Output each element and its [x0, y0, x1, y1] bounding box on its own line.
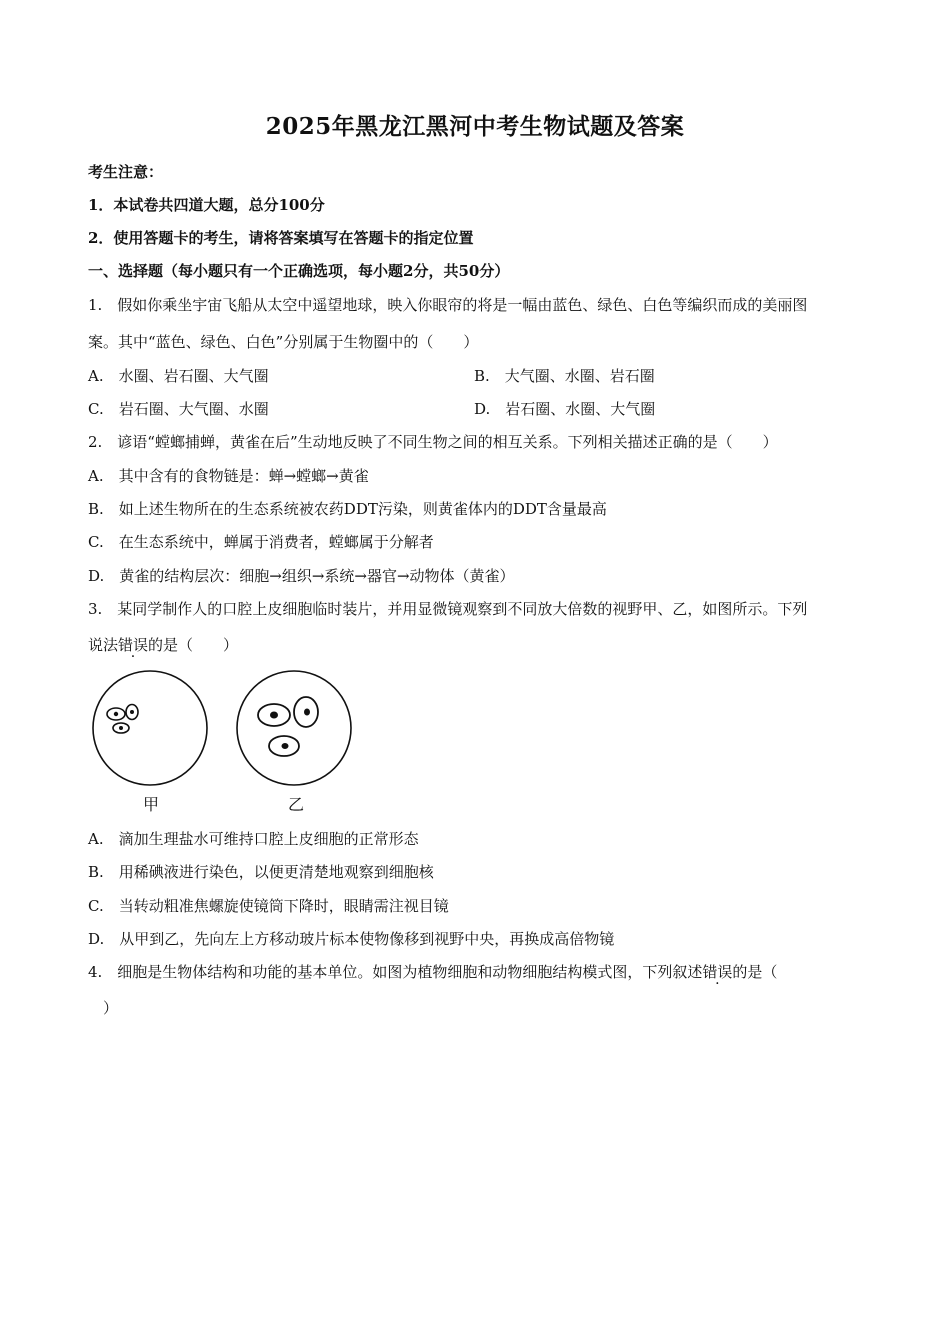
q4-stem-pre: 4. 细胞是生物体结构和功能的基本单位。如图为植物细胞和动物细胞结构模式图，下列叙述: [88, 963, 703, 981]
q3-option-c: C. 当转动粗准焦螺旋使镜筒下降时，眼睛需注视目镜: [88, 897, 449, 915]
q3-emphasis: 错误: [118, 636, 149, 654]
view-yi-circle: [237, 671, 351, 785]
q1-stem-line2: 案。其中“蓝色、绿色、白色”分别属于生物圈中的（ ）: [88, 333, 479, 351]
label-jia: 甲: [143, 795, 160, 814]
q1-stem-line1: 1. 假如你乘坐宇宙飞船从太空中遥望地球，映入你眼帘的将是一幅由蓝色、绿色、白色等编织而成的美丽图: [88, 296, 808, 314]
q3-option-b: B. 用稀碘液进行染色，以便更清楚地观察到细胞核: [88, 863, 434, 881]
q3-option-d: D. 从甲到乙，先向左上方移动玻片标本使物像移到视野中央，再换成高倍物镜: [88, 930, 615, 948]
q1-option-c: C. 岩石圈、大气圈、水圈: [88, 400, 269, 418]
notice-heading: 考生注意：: [88, 163, 164, 181]
notice-item-2: 2．使用答题卡的考生，请将答案填写在答题卡的指定位置: [88, 229, 474, 247]
q3-stem-post: 的是（ ）: [148, 636, 239, 654]
q1-option-b: B. 大气圈、水圈、岩石圈: [474, 367, 655, 385]
q4-stem-line2: ）: [88, 999, 119, 1017]
view-jia-circle: [93, 671, 207, 785]
q2-stem: 2. 谚语“螳螂捕蝉，黄雀在后”生动地反映了不同生物之间的相互关系。下列相关描述正确的是（ ）: [88, 433, 778, 451]
q2-option-d: D. 黄雀的结构层次：细胞→组织→系统→器官→动物体（黄雀）: [88, 567, 515, 585]
page-title: 2025年黑龙江黑河中考生物试题及答案: [265, 113, 685, 140]
label-yi: 乙: [288, 795, 305, 814]
q3-stem-line1: 3. 某同学制作人的口腔上皮细胞临时装片，并用显微镜观察到不同放大倍数的视野甲、乙，如图所示。下列: [88, 600, 808, 618]
q3-stem-line2: [88, 635, 238, 655]
q3-stem-pre: 说法: [88, 636, 119, 654]
q2-option-a: A. 其中含有的食物链是：蝉→螳螂→黄雀: [88, 467, 369, 485]
q2-option-b: B. 如上述生物所在的生态系统被农药DDT污染，则黄雀体内的DDT含量最高: [88, 500, 607, 518]
q1-option-a: A. 水圈、岩石圈、大气圈: [88, 367, 269, 385]
q4-stem-line1: [88, 962, 777, 982]
q2-option-c: C. 在生态系统中，蝉属于消费者，螳螂属于分解者: [88, 533, 434, 551]
q3-option-a: A. 滴加生理盐水可维持口腔上皮细胞的正常形态: [88, 830, 419, 848]
microscope-views-diagram: [90, 670, 370, 820]
notice-item-1: 1．本试卷共四道大题，总分100分: [88, 196, 325, 214]
q4-stem-post: 的是（: [732, 963, 778, 981]
q4-emphasis: 错误: [702, 963, 733, 981]
microscope-figure: [90, 670, 370, 824]
section-heading: 一、选择题（每小题只有一个正确选项，每小题2分，共50分）: [88, 262, 510, 280]
q1-option-d: D. 岩石圈、水圈、大气圈: [474, 400, 656, 418]
